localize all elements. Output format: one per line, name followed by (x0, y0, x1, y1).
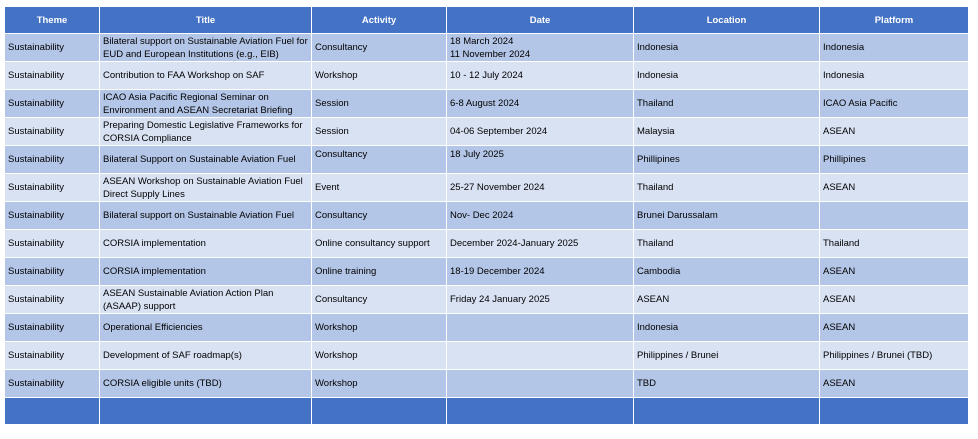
cell-title: CORSIA implementation (100, 230, 312, 258)
table-row (5, 34, 969, 62)
cell-date (447, 34, 634, 62)
footer-cell (312, 398, 447, 425)
cell-location: Indonesia (634, 62, 820, 90)
activity-table-frame (4, 6, 968, 425)
cell-theme: Sustainability (5, 342, 100, 370)
cell-date (447, 146, 634, 174)
cell-platform: Indonesia (820, 34, 969, 62)
table-row (5, 174, 969, 202)
cell-theme: Sustainability (5, 230, 100, 258)
cell-title: Bilateral Support on Sustainable Aviation Fuel (100, 146, 312, 174)
cell-platform: Phillipines (820, 146, 969, 174)
table-row (5, 230, 969, 258)
cell-date (447, 286, 634, 314)
table-row (5, 342, 969, 370)
cell-theme: Sustainability (5, 314, 100, 342)
cell-activity: Workshop (312, 370, 447, 398)
cell-theme: Sustainability (5, 118, 100, 146)
cell-theme: Sustainability (5, 258, 100, 286)
cell-title: CORSIA eligible units (TBD) (100, 370, 312, 398)
cell-platform (820, 202, 969, 230)
cell-activity: Workshop (312, 62, 447, 90)
cell-date (447, 202, 634, 230)
cell-theme: Sustainability (5, 174, 100, 202)
table-row (5, 314, 969, 342)
cell-date (447, 118, 634, 146)
cell-title: ICAO Asia Pacific Regional Seminar on Environment and ASEAN Secretariat Briefing (100, 90, 312, 118)
cell-date (447, 258, 634, 286)
table-row (5, 202, 969, 230)
cell-location: Indonesia (634, 314, 820, 342)
footer-cell (447, 398, 634, 425)
cell-platform: ASEAN (820, 174, 969, 202)
date-line: Friday 24 January 2025 (450, 294, 550, 305)
cell-theme: Sustainability (5, 202, 100, 230)
cell-title: ASEAN Workshop on Sustainable Aviation Fuel Direct Supply Lines (100, 174, 312, 202)
header-platform: Platform (820, 7, 969, 34)
cell-platform: Thailand (820, 230, 969, 258)
cell-activity: Event (312, 174, 447, 202)
cell-location: Cambodia (634, 258, 820, 286)
cell-activity: Session (312, 90, 447, 118)
cell-location: Thailand (634, 174, 820, 202)
cell-location: Thailand (634, 230, 820, 258)
header-title: Title (100, 7, 312, 34)
cell-title: Bilateral support on Sustainable Aviation Fuel (100, 202, 312, 230)
cell-location: TBD (634, 370, 820, 398)
header-location: Location (634, 7, 820, 34)
cell-date (447, 90, 634, 118)
cell-theme: Sustainability (5, 90, 100, 118)
footer-cell (634, 398, 820, 425)
date-line: Nov- Dec 2024 (450, 210, 514, 221)
cell-title: ASEAN Sustainable Aviation Action Plan (ASAAP) support (100, 286, 312, 314)
footer-cell (100, 398, 312, 425)
cell-platform: ASEAN (820, 314, 969, 342)
table-row (5, 62, 969, 90)
cell-date (447, 230, 634, 258)
cell-date (447, 370, 634, 398)
cell-title: Bilateral support on Sustainable Aviation Fuel for EUD and European Institutions (e.g., EIB) (100, 34, 312, 62)
footer-row (5, 398, 969, 425)
cell-activity: Workshop (312, 342, 447, 370)
cell-date (447, 174, 634, 202)
cell-platform: ASEAN (820, 258, 969, 286)
date-line: 18-19 December 2024 (450, 266, 545, 277)
cell-location: ASEAN (634, 286, 820, 314)
cell-location: Indonesia (634, 34, 820, 62)
table-row (5, 286, 969, 314)
table-row (5, 258, 969, 286)
date-line: 25-27 November 2024 (450, 182, 545, 193)
cell-theme: Sustainability (5, 62, 100, 90)
cell-activity: Session (312, 118, 447, 146)
cell-platform: ASEAN (820, 118, 969, 146)
cell-location: Phillipines (634, 146, 820, 174)
cell-platform: ASEAN (820, 370, 969, 398)
table-row (5, 370, 969, 398)
header-date: Date (447, 7, 634, 34)
cell-title: Preparing Domestic Legislative Frameworks for CORSIA Compliance (100, 118, 312, 146)
cell-title: Development of SAF roadmap(s) (100, 342, 312, 370)
date-line: 18 March 2024 (450, 35, 514, 47)
cell-platform: Indonesia (820, 62, 969, 90)
cell-title: CORSIA implementation (100, 258, 312, 286)
cell-location: Thailand (634, 90, 820, 118)
cell-platform: Philippines / Brunei (TBD) (820, 342, 969, 370)
date-line: December 2024-January 2025 (450, 238, 579, 249)
table-row (5, 146, 969, 174)
cell-date (447, 342, 634, 370)
cell-activity: Workshop (312, 314, 447, 342)
cell-activity: Consultancy (312, 286, 447, 314)
cell-title: Operational Efficiencies (100, 314, 312, 342)
cell-date (447, 62, 634, 90)
cell-activity: Consultancy (312, 34, 447, 62)
date-line: 11 November 2024 (450, 48, 531, 60)
cell-activity: Consultancy (312, 146, 447, 174)
cell-theme: Sustainability (5, 370, 100, 398)
footer-cell (820, 398, 969, 425)
date-line: 04-06 September 2024 (450, 126, 548, 137)
footer-cell (5, 398, 100, 425)
cell-activity: Consultancy (312, 202, 447, 230)
table-row (5, 118, 969, 146)
activity-table (4, 6, 969, 425)
cell-title: Contribution to FAA Workshop on SAF (100, 62, 312, 90)
table-row (5, 90, 969, 118)
cell-activity: Online consultancy support (312, 230, 447, 258)
cell-theme: Sustainability (5, 34, 100, 62)
cell-platform: ASEAN (820, 286, 969, 314)
cell-location: Malaysia (634, 118, 820, 146)
cell-theme: Sustainability (5, 286, 100, 314)
header-theme: Theme (5, 7, 100, 34)
cell-date (447, 314, 634, 342)
date-line: 18 July 2025 (450, 149, 504, 160)
date-line: 6-8 August 2024 (450, 98, 520, 109)
cell-platform: ICAO Asia Pacific (820, 90, 969, 118)
cell-location: Philippines / Brunei (634, 342, 820, 370)
header-row (5, 7, 969, 34)
cell-activity: Online training (312, 258, 447, 286)
cell-theme: Sustainability (5, 146, 100, 174)
date-line: 10 - 12 July 2024 (450, 70, 523, 81)
cell-location: Brunei Darussalam (634, 202, 820, 230)
table-body (5, 34, 969, 398)
header-activity: Activity (312, 7, 447, 34)
